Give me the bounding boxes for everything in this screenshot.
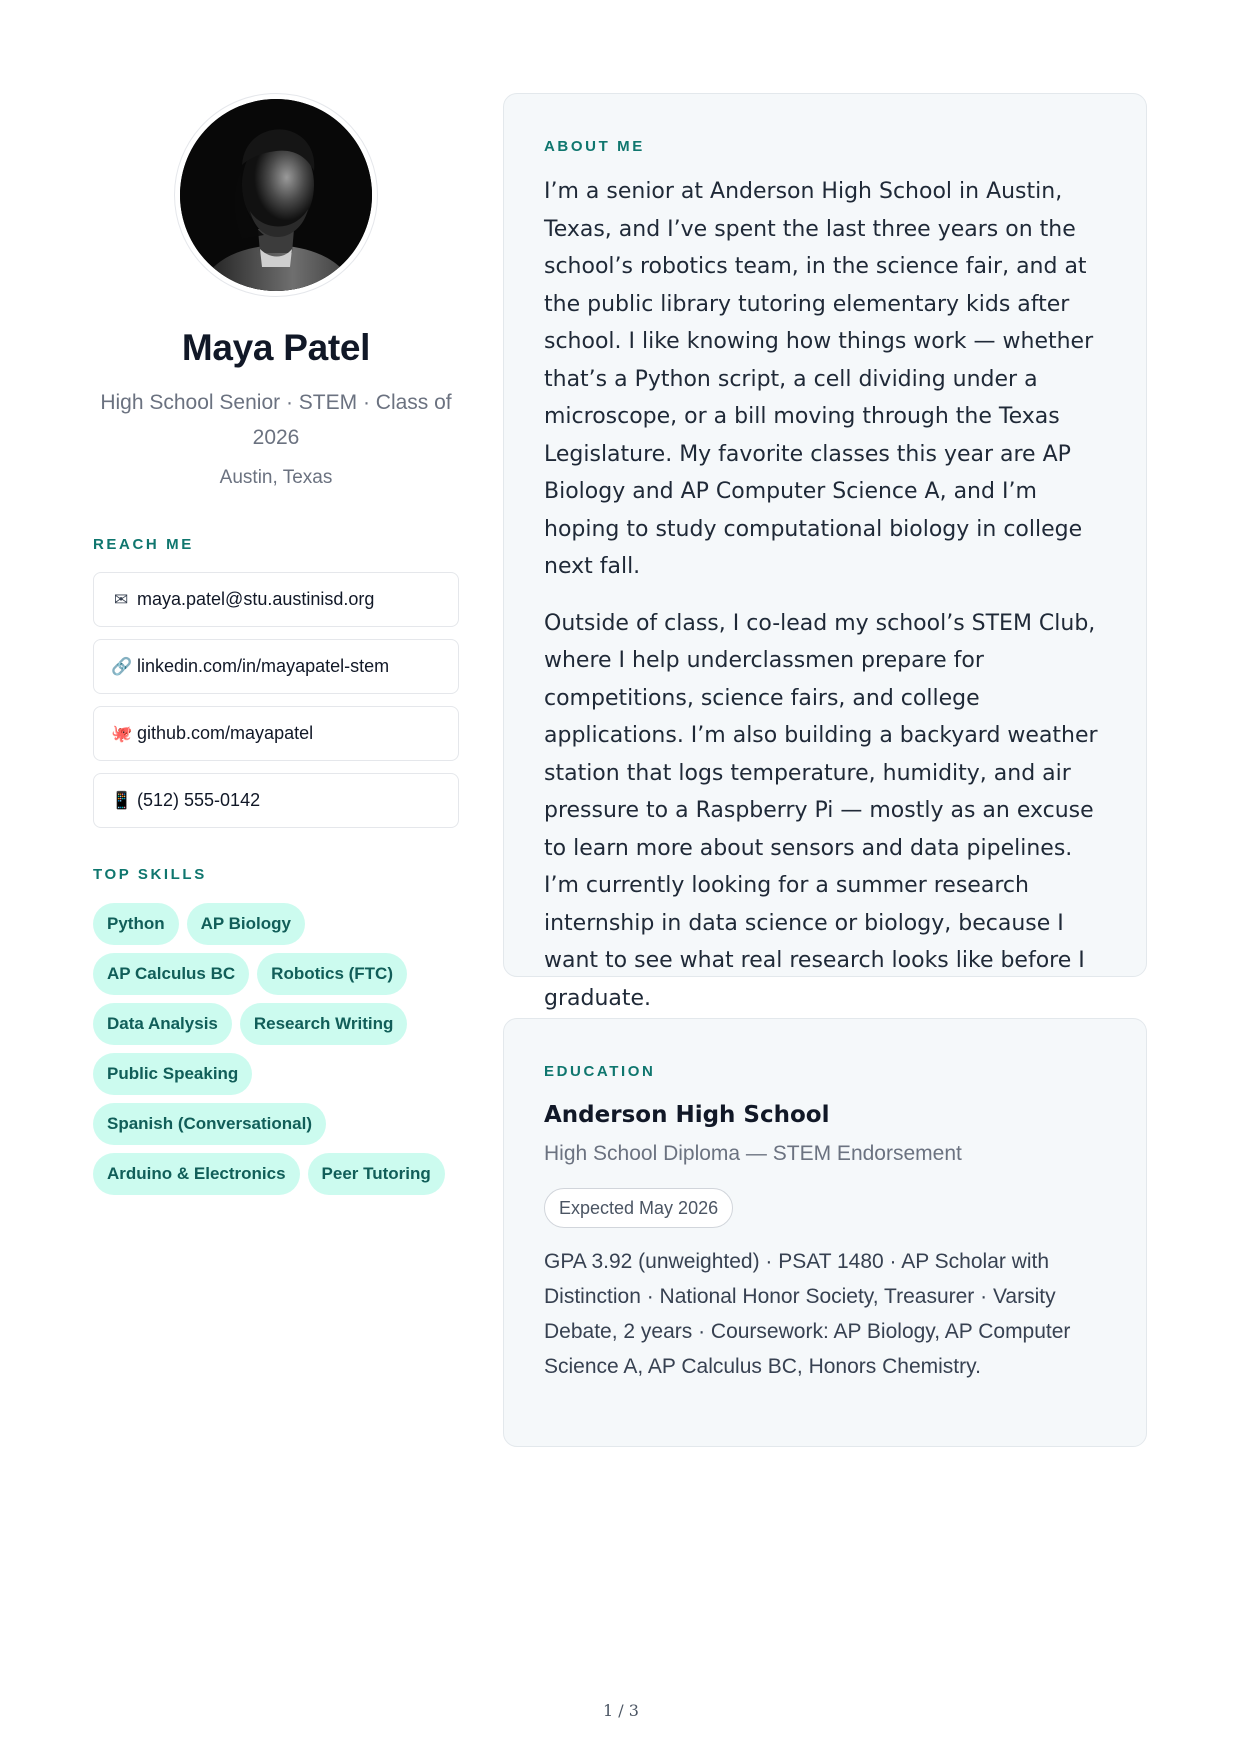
skill-tag: Python [93, 903, 179, 945]
avatar-frame [174, 93, 378, 297]
about-me-body [544, 173, 1106, 1017]
skill-tag: Robotics (FTC) [257, 953, 407, 995]
about-me-heading: ABOUT ME [544, 138, 645, 155]
contact-github-text: github.com/mayapatel [137, 723, 314, 743]
contact-linkedin[interactable] [93, 639, 459, 694]
profile-sidebar [93, 93, 459, 1195]
school-name: Anderson High School [544, 1102, 830, 1128]
about-me-card [503, 93, 1147, 1011]
degree: High School Diploma — STEM Endorsement [544, 1142, 962, 1165]
skill-tag: Arduino & Electronics [93, 1153, 300, 1195]
about-paragraph: I’m a senior at Anderson High School in Austin, Texas, and I’ve spent the last three years on the school’s robotics team, in the science fair, and at the public library tutoring elementary kids after school. I like knowing how things work — whether that’s a Python script, a cell dividing under a microscope, or a bill moving through the Texas Legislature. My favorite classes this year are AP Biology and AP Computer Science A, and I’m hoping to study computational biology in college next fall. [544, 179, 1094, 579]
avatar [180, 99, 372, 291]
reach-me-heading: REACH ME [93, 536, 194, 553]
education-details: GPA 3.92 (unweighted) · PSAT 1480 · AP Scholar with Distinction · National Honor Society, Treasurer · Varsity Debate, 2 years · Coursework: AP Biology, AP Computer Science A, AP Calculus BC, Honors Chemistry. [544, 1250, 1071, 1378]
page-number: 1 / 3 [603, 1701, 639, 1720]
envelope-icon: ✉ [113, 589, 129, 610]
contact-github[interactable] [93, 706, 459, 761]
skill-tag: Public Speaking [93, 1053, 252, 1095]
profile-location: Austin, Texas [219, 467, 333, 488]
link-icon: 🔗 [111, 656, 133, 677]
skill-tag: AP Calculus BC [93, 953, 249, 995]
skill-tag: Peer Tutoring [308, 1153, 445, 1195]
contact-phone[interactable] [93, 773, 459, 828]
contact-list [93, 572, 459, 828]
about-paragraph: Outside of class, I co-lead my school’s STEM Club, where I help underclassmen prepare for competitions, science fairs, and college applications. I’m also building a backyard weather station that logs temperature, humidity, and air pressure to a Raspberry Pi — mostly as an excuse to learn more about sensors and data pipelines. I’m currently looking for a summer research internship in data science or biology, because I want to see what real research looks like before I graduate. [544, 610, 1098, 1011]
graduation-date-badge: Expected May 2026 [544, 1188, 733, 1228]
contact-phone-text: (512) 555-0142 [137, 790, 261, 810]
mobile-phone-icon: 📱 [111, 790, 133, 811]
education-heading: EDUCATION [544, 1063, 656, 1080]
profile-name: Maya Patel [181, 327, 371, 368]
skill-tag: Research Writing [240, 1003, 408, 1045]
contact-email[interactable] [93, 572, 459, 627]
skill-tag: Spanish (Conversational) [93, 1103, 326, 1145]
contact-email-text: maya.patel@stu.austinisd.org [137, 589, 375, 609]
skill-tag: AP Biology [187, 903, 305, 945]
education-card [503, 1018, 1147, 1447]
skills-list [93, 903, 459, 1195]
profile-headline: High School Senior · STEM · Class of 2026 [100, 391, 452, 449]
avatar-portrait [180, 99, 372, 291]
top-skills-heading: TOP SKILLS [93, 866, 207, 883]
contact-linkedin-text: linkedin.com/in/mayapatel-stem [137, 656, 390, 676]
skill-tag: Data Analysis [93, 1003, 232, 1045]
octopus-icon: 🐙 [111, 723, 133, 744]
